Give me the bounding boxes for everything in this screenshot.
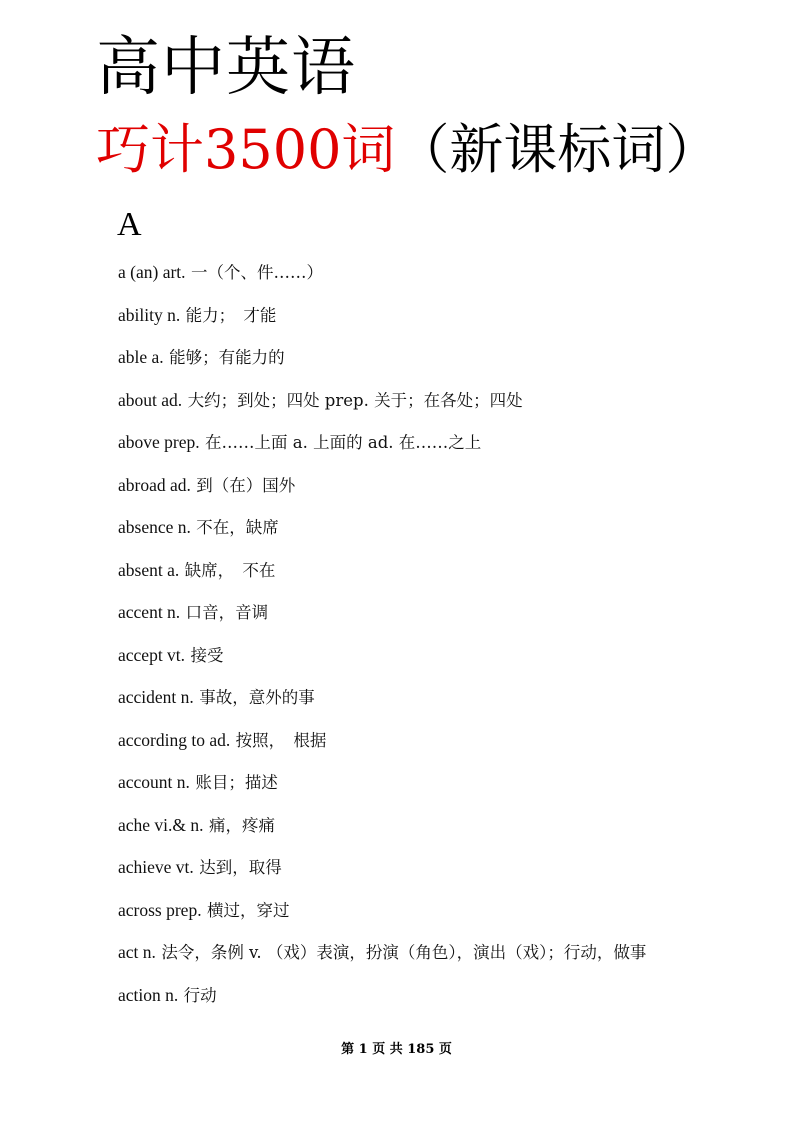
entry-word: across prep. bbox=[118, 899, 202, 920]
entry-definition: 不在，缺席 bbox=[196, 518, 279, 537]
entry-definition: 大约；到处；四处 prep. 关于；在各处；四处 bbox=[187, 390, 523, 410]
entry-word: absent a. bbox=[118, 559, 180, 580]
entry-definition: 缺席， 不在 bbox=[184, 560, 276, 580]
vocab-entry bbox=[118, 932, 688, 975]
vocab-entry bbox=[118, 252, 718, 295]
vocab-entry bbox=[118, 847, 718, 890]
vocab-entry bbox=[118, 550, 718, 593]
entry-word: according to ad. bbox=[118, 729, 231, 750]
entry-word: accept vt. bbox=[118, 644, 186, 665]
entry-word: a (an) art. bbox=[118, 262, 186, 282]
entry-definition: 在……上面 a. 上面的 ad. 在……之上 bbox=[205, 433, 482, 452]
document-title: 高中英语 bbox=[96, 31, 356, 105]
entry-word: abroad ad. bbox=[118, 474, 191, 495]
entry-definition: 账目；描述 bbox=[195, 773, 278, 792]
subtitle-red-part: 巧计3500词 bbox=[96, 118, 396, 181]
entry-word: about ad. bbox=[118, 389, 183, 410]
vocab-entry bbox=[118, 380, 718, 423]
vocab-entry bbox=[118, 805, 718, 848]
entry-word: ache vi.& n. bbox=[118, 814, 204, 835]
vocab-entry bbox=[118, 507, 718, 550]
entry-word: above prep. bbox=[118, 432, 200, 452]
vocab-entry bbox=[118, 422, 718, 465]
page-footer-number: 第 1 页 共 185 页 bbox=[341, 1042, 452, 1057]
entry-definition: 能力； 才能 bbox=[185, 305, 277, 325]
entry-definition: 一（个、件……） bbox=[190, 263, 323, 282]
section-letter-heading: A bbox=[117, 206, 142, 243]
entry-word: accent n. bbox=[118, 602, 181, 622]
vocabulary-list bbox=[118, 252, 718, 1017]
entry-word: accident n. bbox=[118, 687, 194, 707]
entry-word: ability n. bbox=[118, 304, 181, 325]
entry-definition: 横过，穿过 bbox=[206, 900, 290, 920]
entry-definition: 行动 bbox=[183, 985, 217, 1005]
vocab-entry bbox=[118, 890, 718, 933]
vocab-entry bbox=[118, 677, 718, 720]
entry-definition: 事故，意外的事 bbox=[199, 688, 315, 707]
entry-word: able a. bbox=[118, 347, 164, 367]
entry-definition: 法令，条例 v. （戏）表演，扮演（角色），演出（戏）；行动，做事 bbox=[161, 943, 647, 962]
entry-definition: 接受 bbox=[190, 645, 224, 665]
entry-word: achieve vt. bbox=[118, 857, 194, 877]
entry-word: act n. bbox=[118, 942, 156, 962]
entry-word: absence n. bbox=[118, 517, 191, 537]
document-subtitle bbox=[96, 115, 719, 185]
entry-word: account n. bbox=[118, 772, 190, 792]
vocab-entry bbox=[118, 337, 718, 380]
subtitle-black-part: （新课标词） bbox=[395, 118, 720, 181]
entry-definition: 痛，疼痛 bbox=[208, 815, 275, 835]
entry-definition: 达到，取得 bbox=[199, 858, 282, 877]
vocab-entry bbox=[118, 295, 718, 338]
entry-definition: 能够；有能力的 bbox=[169, 348, 285, 367]
entry-definition: 按照， 根据 bbox=[235, 730, 327, 750]
vocab-entry bbox=[118, 720, 718, 763]
entry-word: action n. bbox=[118, 984, 179, 1005]
vocab-entry bbox=[118, 975, 718, 1018]
vocab-entry bbox=[118, 635, 718, 678]
vocab-entry bbox=[118, 465, 718, 508]
entry-definition: 口音，音调 bbox=[185, 603, 269, 622]
vocab-entry bbox=[118, 592, 718, 635]
vocab-entry bbox=[118, 762, 718, 805]
entry-definition: 到（在）国外 bbox=[196, 475, 296, 495]
